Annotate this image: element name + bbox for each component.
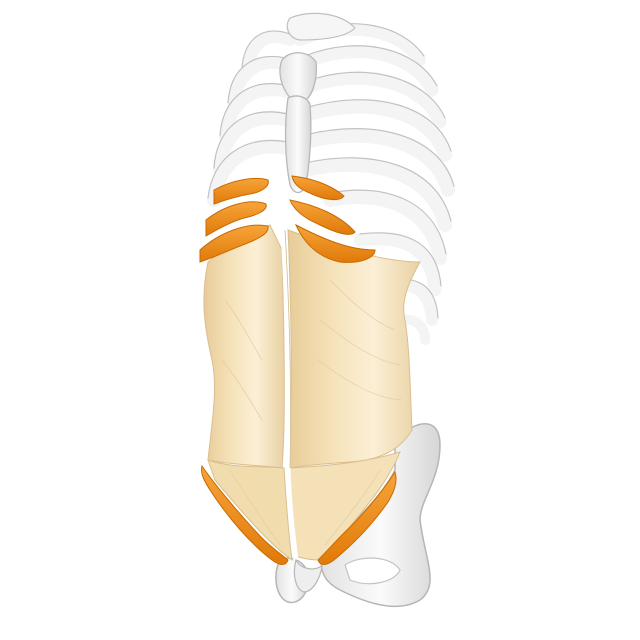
right-abdominal-sheet (288, 230, 420, 468)
pubic-symphysis (294, 560, 322, 592)
clavicle-region (287, 13, 355, 40)
right-costal-cartilage-1 (292, 176, 344, 200)
left-abdominal-sheet (204, 225, 284, 468)
lower-abdominal-sheet (208, 460, 292, 560)
